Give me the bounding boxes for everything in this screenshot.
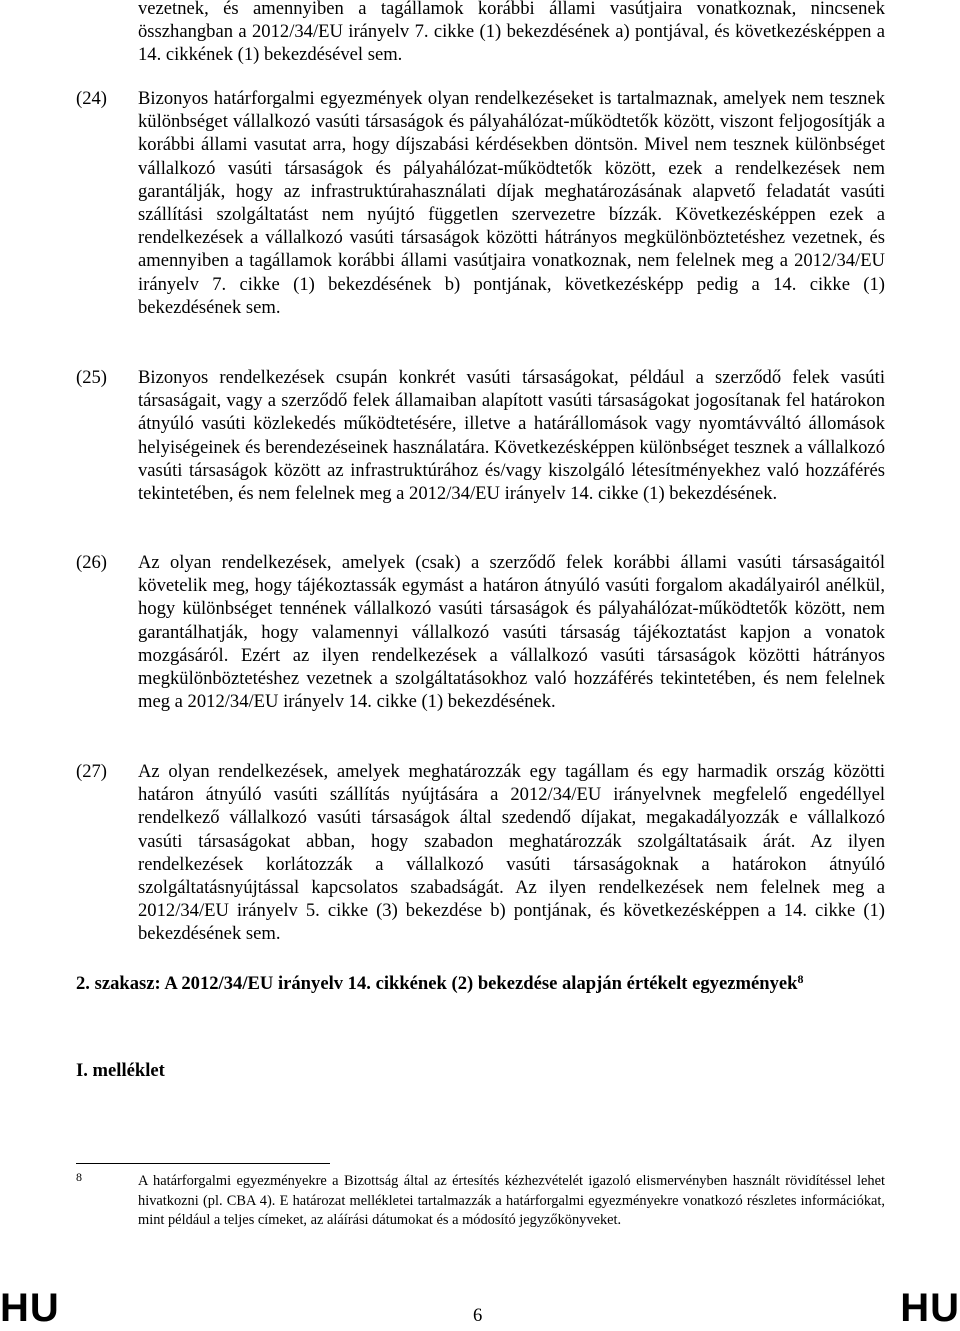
footnote-text: A határforgalmi egyezményekre a Bizottság által az értesítés kézhezvételét igazoló elismervényben használt rövidítéssel lehet hivatkozni (pl. CBA 4). E határozat mellékletei tartalmazzák a határforgalmi egyezményekre vonatkozó részletes információkat, mint például a teljes címeket, az aláírási dátumokat és a módosító jegyzőkönyveket.	[138, 1173, 885, 1229]
continuation-paragraph: vezetnek, és amennyiben a tagállamok korábbi állami vasútjaira vonatkoznak, nincsenek összhangban a 2012/34/EU irányelv 7. cikke (1) bekezdésének a) pontjával, és következésképpen a 14. cikkének (1) bekezdésével sem.	[138, 0, 885, 66]
paragraph-number: (25)	[76, 367, 107, 388]
paragraph-number: (24)	[76, 88, 107, 109]
paragraph-26	[76, 551, 885, 713]
paragraph-text: Az olyan rendelkezések, amelyek meghatározzák egy tagállam és egy harmadik ország közötti határon átnyúló vasúti szállítás nyújtására a 2012/34/EU irányelvnek megfelelő engedéllyel rendelkező vállalkozó vasúti társaságok által szedendő díjakat, megakadályozzák e vállalkozó vasúti társaságokat abban, hogy szabadon meghatározzák szolgáltatásaik árát. Az ilyen rendelkezések korlátozzák a vállalkozó vasúti társaságoknak a határokon átnyúló szolgáltatásnyújtással kapcsolatos szabadságát. Az ilyen rendelkezések nem felelnek meg a 2012/34/EU irányelv 5. cikke (3) bekezdése b) pontjának, és következésképpen a 14. cikke (1) bekezdésének sem.	[138, 761, 885, 945]
paragraph-number: (27)	[76, 761, 107, 782]
footnote-mark: 8	[76, 1170, 82, 1184]
paragraph-number: (26)	[76, 552, 107, 573]
paragraph-25	[76, 366, 885, 505]
paragraph-27	[76, 760, 885, 946]
footer-language-left: HU	[0, 1286, 60, 1330]
section-heading	[76, 972, 885, 995]
section-heading-text: 2. szakasz: A 2012/34/EU irányelv 14. cikkének (2) bekezdése alapján értékelt egyezmények	[76, 973, 798, 994]
paragraph-text: Bizonyos rendelkezések csupán konkrét vasúti társaságokat, például a szerződő felek vasúti társaságait, vagy a szerződő felek államaiban alapított vasúti társaságokat jogosítanak fel határokon átnyúló vasúti közlekedés működtetésére, illetve a határállomások vagy nyomtávváltó állomások helyiségeinek és berendezéseinek használatára. Következésképpen különbséget tesznek a vállalkozó vasúti társaságok között az infrastruktúrához és/vagy kiszolgáló létesítményekhez való hozzáférés tekintetében, és nem felelnek meg a 2012/34/EU irányelv 14. cikke (1) bekezdésének.	[138, 367, 885, 505]
annex-heading: I. melléklet	[76, 1060, 165, 1081]
footer-language-right: HU	[900, 1286, 960, 1330]
page-number: 6	[473, 1305, 483, 1326]
paragraph-24	[76, 87, 885, 319]
paragraph-text: Bizonyos határforgalmi egyezmények olyan rendelkezéseket is tartalmaznak, amelyek nem tesznek különbséget vállalkozó vasúti társaságok és pályahálózat-működtetők között, viszont feljogosítják a korábbi állami vasutat arra, hogy díjszabási kérdésekben döntsön. Mivel nem tesznek különbséget vállalkozó vasúti társaságok és pályahálózat-működtetők között, ezek a rendelkezések nem garantálják, hogy az infrastruktúrahasználati díjak meghatározásának alapvető feladatát vasúti szállítási szolgáltatást nem nyújtó független szervezetre bízzák. Következésképpen ezek a rendelkezések a vállalkozó vasúti társaságok közötti hátrányos megkülönböztetéshez vezetnek, és amennyiben a tagállamok korábbi állami vasútjaira vonatkoznak, nem felelnek meg a 2012/34/EU irányelv 7. cikke (1) bekezdésének b) pontjának, következésképp pedig a 14. cikke (1) bekezdésének sem.	[138, 88, 885, 318]
paragraph-text: Az olyan rendelkezések, amelyek (csak) a szerződő felek korábbi állami vasúti társaságaitól követelik meg, hogy tájékoztassák egymást a határon átnyúló vasúti forgalom akadályairól anélkül, hogy különbséget tennének vállalkozó vasúti társaságok és pályahálózat-működtetők között, nem garantálhatják, hogy valamennyi vállalkozó vasúti társaság tájékoztatást kapjon a vonatok mozgásáról. Ezért az ilyen rendelkezések a vállalkozó vasúti társaságok közötti hátrányos megkülönböztetéshez vezetnek a szolgáltatásokhoz való hozzáférés tekintetében, és nem felelnek meg a 2012/34/EU irányelv 14. cikke (1) bekezdésének.	[138, 552, 885, 713]
footnote-divider	[76, 1163, 330, 1164]
footnote-reference[interactable]: 8	[797, 972, 804, 986]
